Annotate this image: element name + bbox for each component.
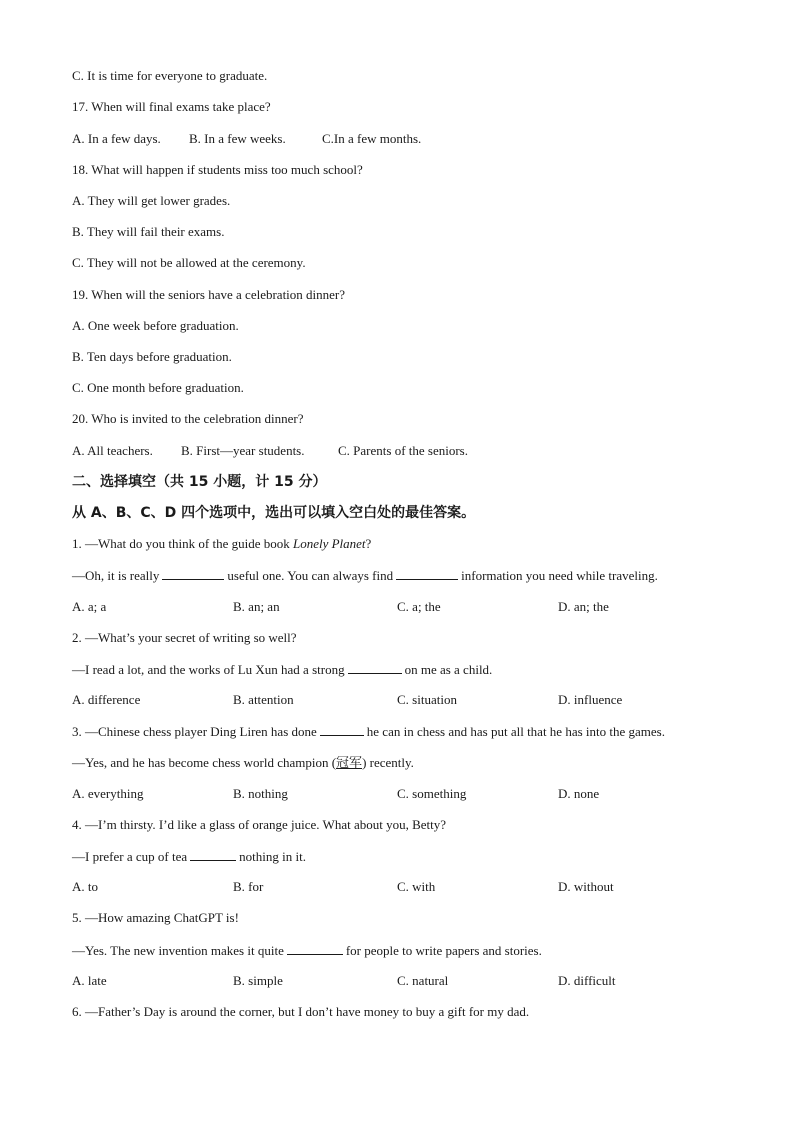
section-instruction: 从 A、B、C、D 四个选项中，选出可以填入空白处的最佳答案。 [72, 505, 476, 521]
q3-line1 [72, 721, 665, 741]
q4-line2-text-a: —I prefer a cup of tea [72, 849, 188, 864]
q1-blank-2 [396, 565, 458, 580]
q1-option-b: B. an; an [233, 599, 280, 614]
q17-question: 17. When will final exams take place? [72, 99, 271, 114]
q1-option-d: D. an; the [558, 599, 609, 614]
q3-options [72, 784, 752, 804]
q3-chinese-gloss: 冠军 [336, 755, 363, 770]
q2-option-b: B. attention [233, 692, 294, 707]
q19-option-a: A. One week before graduation. [72, 318, 239, 333]
q5-line2 [72, 940, 542, 960]
q3-option-c: C. something [397, 786, 467, 801]
q16-option-c: C. It is time for everyone to graduate. [72, 68, 268, 83]
q20-option-a: A. All teachers. [72, 443, 153, 458]
q20-question: 20. Who is invited to the celebration dinner? [72, 411, 304, 426]
q1-option-c: C. a; the [397, 599, 441, 614]
q2-line2-text-a: —I read a lot, and the works of Lu Xun had a strong [72, 662, 345, 677]
q20-options [72, 441, 752, 461]
q2-line2 [72, 659, 492, 679]
q5-option-a: A. late [72, 973, 107, 988]
q3-line2 [72, 753, 414, 773]
q4-option-c: C. with [397, 879, 436, 894]
q1-text: 1. —What do you think of the guide book [72, 536, 293, 551]
q1-line2-text-c: information you need while traveling. [461, 568, 658, 583]
q17-option-b: B. In a few weeks. [189, 131, 286, 146]
section-heading: 二、选择填空（共 15 小题，计 15 分） [72, 474, 327, 490]
q2-options [72, 690, 752, 710]
q1-blank-1 [162, 565, 224, 580]
q3-option-a: A. everything [72, 786, 144, 801]
q18-question: 18. What will happen if students miss too much school? [72, 162, 363, 177]
q1-option-a: A. a; a [72, 599, 107, 614]
q6-line1: 6. —Father’s Day is around the corner, but I don’t have money to buy a gift for my dad. [72, 1004, 530, 1019]
q1-line1 [72, 534, 371, 554]
q5-option-b: B. simple [233, 973, 283, 988]
q2-option-d: D. influence [558, 692, 623, 707]
q5-line2-text-b: for people to write papers and stories. [345, 943, 542, 958]
q18-option-b: B. They will fail their exams. [72, 224, 225, 239]
q20-option-c: C. Parents of the seniors. [338, 443, 468, 458]
q1-line2-text-b: useful one. You can always find [227, 568, 394, 583]
q17-option-c: C.In a few months. [322, 131, 422, 146]
q19-option-b: B. Ten days before graduation. [72, 349, 232, 364]
q2-line1: 2. —What’s your secret of writing so well? [72, 630, 297, 645]
q4-option-b: B. for [233, 879, 264, 894]
q3-line1-text-a: 3. —Chinese chess player Ding Liren has done [72, 724, 317, 739]
q19-option-c: C. One month before graduation. [72, 380, 244, 395]
q5-line2-text-a: —Yes. The new invention makes it quite [72, 943, 284, 958]
q5-option-d: D. difficult [558, 973, 616, 988]
q3-line2-text-b: ) recently. [362, 755, 414, 770]
q3-option-b: B. nothing [233, 786, 288, 801]
q2-option-a: A. difference [72, 692, 141, 707]
q17-options [72, 129, 752, 149]
q1-book-title: Lonely Planet [292, 536, 366, 551]
q1-mark: ? [365, 536, 372, 551]
q5-options [72, 971, 752, 991]
q5-line1: 5. —How amazing ChatGPT is! [72, 910, 239, 925]
q20-option-b: B. First—year students. [181, 443, 305, 458]
q17-option-a: A. In a few days. [72, 131, 161, 146]
q1-line2 [72, 565, 658, 585]
q1-options [72, 597, 752, 617]
q19-question: 19. When will the seniors have a celebration dinner? [72, 287, 346, 302]
q5-option-c: C. natural [397, 973, 449, 988]
q5-blank [287, 940, 343, 955]
q3-blank [320, 721, 364, 736]
q4-blank [190, 846, 236, 861]
q18-option-a: A. They will get lower grades. [72, 193, 231, 208]
q3-line2-text-a: —Yes, and he has become chess world champion ( [72, 755, 337, 770]
q4-options [72, 877, 752, 897]
q3-line1-text-b: he can in chess and has put all that he has into the games. [366, 724, 665, 739]
q4-line2-text-b: nothing in it. [239, 849, 306, 864]
q4-line2 [72, 846, 306, 866]
q2-option-c: C. situation [397, 692, 457, 707]
q3-option-d: D. none [558, 786, 600, 801]
q4-option-d: D. without [558, 879, 614, 894]
q2-line2-text-b: on me as a child. [404, 662, 493, 677]
q4-option-a: A. to [72, 879, 98, 894]
q4-line1: 4. —I’m thirsty. I’d like a glass of orange juice. What about you, Betty? [72, 817, 447, 832]
q2-blank [348, 659, 402, 674]
q18-option-c: C. They will not be allowed at the ceremony. [72, 255, 306, 270]
q1-line2-text-a: —Oh, it is really [72, 568, 160, 583]
